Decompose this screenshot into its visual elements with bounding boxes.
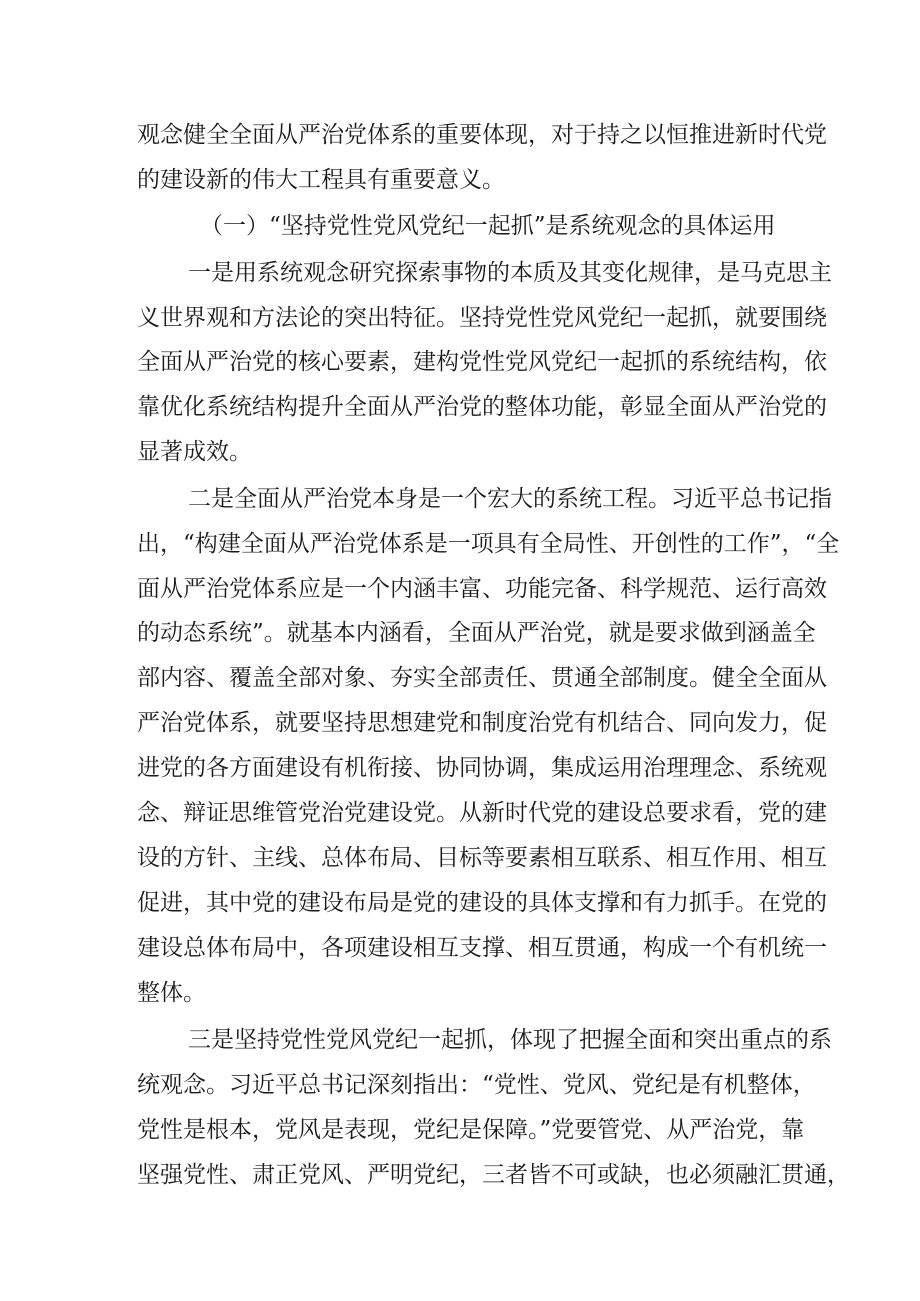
- paragraph2-line-2: 出，“构建全面从严治党体系是一项具有全局性、开创性的工作”，“全: [137, 531, 840, 557]
- paragraph2-line-1: 二是全面从严治党本身是一个宏大的系统工程。习近平总书记指: [188, 486, 832, 512]
- paragraph2-line-11: 建设总体布局中，各项建设相互支撑、相互贯通，构成一个有机统一: [137, 935, 827, 961]
- paragraph2-line-8: 念、辩证思维管党治党建设党。从新时代党的建设总要求看，党的建: [137, 800, 827, 826]
- paragraph3-line-4: 坚强党性、肃正党风、严明党纪，三者皆不可或缺，也必须融汇贯通，: [137, 1162, 850, 1188]
- paragraph2-line-4: 的动态系统”。就基本内涵看，全面从严治党，就是要求做到涵盖全: [137, 620, 816, 646]
- intro-line-1: 观念健全全面从严治党体系的重要体现，对于持之以恒推进新时代党: [137, 122, 827, 148]
- paragraph2-line-5: 部内容、覆盖全部对象、夯实全部责任、贯通全部制度。健全全面从: [137, 665, 827, 691]
- paragraph1-line-1: 一是用系统观念研究探索事物的本质及其变化规律，是马克思主: [188, 260, 832, 286]
- paragraph3-line-1: 三是坚持党性党风党纪一起抓，体现了把握全面和突出重点的系: [188, 1027, 832, 1053]
- paragraph2-line-3: 面从严治党体系应是一个内涵丰富、功能完备、科学规范、运行高效: [137, 576, 827, 602]
- paragraph1-line-5: 显著成效。: [137, 439, 252, 465]
- paragraph3-line-3: 党性是根本，党风是表现，党纪是保障。”党要管党、从严治党，靠: [137, 1117, 805, 1143]
- paragraph2-line-9: 设的方针、主线、总体布局、目标等要素相互联系、相互作用、相互: [137, 845, 827, 871]
- intro-line-2: 的建设新的伟大工程具有重要意义。: [137, 167, 505, 193]
- paragraph2-line-10: 促进，其中党的建设布局是党的建设的具体支撑和有力抓手。在党的: [137, 890, 827, 916]
- paragraph1-line-2: 义世界观和方法论的突出特征。坚持党性党风党纪一起抓，就要围绕: [137, 305, 827, 331]
- paragraph3-line-2: 统观念。习近平总书记深刻指出：“党性、党风、党纪是有机整体，: [137, 1072, 816, 1098]
- paragraph1-line-4: 靠优化系统结构提升全面从严治党的整体功能，彰显全面从严治党的: [137, 394, 827, 420]
- paragraph2-line-6: 严治党体系，就要坚持思想建党和制度治党有机结合、同向发力，促: [137, 710, 827, 736]
- paragraph2-line-7: 进党的各方面建设有机衔接、协同协调，集成运用治理理念、系统观: [137, 755, 827, 781]
- paragraph1-line-3: 全面从严治党的核心要素，建构党性党风党纪一起抓的系统结构，依: [137, 349, 827, 375]
- section-subheading: （一）“坚持党性党风党纪一起抓”是系统观念的具体运用: [200, 213, 776, 239]
- paragraph2-line-12: 整体。: [137, 980, 206, 1006]
